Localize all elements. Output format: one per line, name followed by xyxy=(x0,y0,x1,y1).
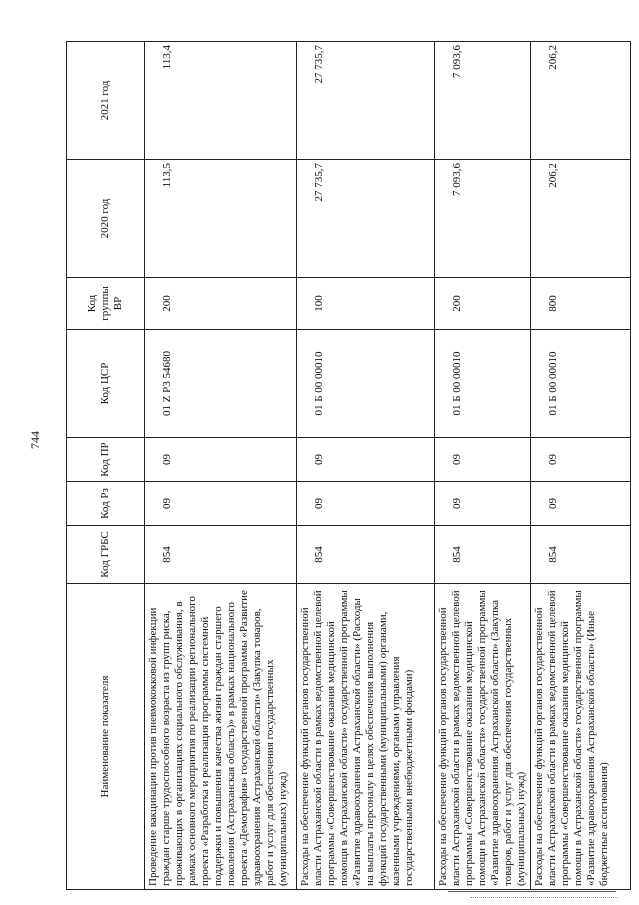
row-2020: 7 093,6 xyxy=(435,160,531,278)
row-vr: 800 xyxy=(531,278,631,330)
row-2020: 113,5 xyxy=(145,160,297,278)
budget-table xyxy=(66,41,631,890)
row-grbs: 854 xyxy=(145,526,297,584)
header-2020: 2020 год xyxy=(67,160,145,278)
row-pr: 09 xyxy=(145,438,297,482)
row-csr: 01 Б 00 00010 xyxy=(297,330,435,438)
row-rz: 09 xyxy=(145,482,297,526)
row-grbs: 854 xyxy=(531,526,631,584)
row-2020: 27 735,7 xyxy=(297,160,435,278)
row-rz: 09 xyxy=(297,482,435,526)
row-name: Расходы на обеспечение функций органов государственной власти Астраханской области в рамках ведомственной целевой программы «Совершенствование оказания медицинской помощи в Астраханской области» государственной программы «Развитие здравоохранения Астраханской области» (Расходы на выплаты персоналу в целях обеспечения выполнения функций государственными (муниципальными) органами, казенными учреждениями, органами управления государственными внебюджетными фондами) xyxy=(297,584,435,890)
table-row xyxy=(297,42,435,890)
footer-dotted-rule xyxy=(470,897,618,898)
row-2020: 206,2 xyxy=(531,160,631,278)
header-row xyxy=(67,42,145,890)
row-csr: 01 Б 00 00010 xyxy=(435,330,531,438)
table-row xyxy=(531,42,631,890)
row-rz: 09 xyxy=(531,482,631,526)
row-csr: 01 Z P3 54680 xyxy=(145,330,297,438)
row-pr: 09 xyxy=(297,438,435,482)
row-vr: 200 xyxy=(435,278,531,330)
row-pr: 09 xyxy=(435,438,531,482)
table-row xyxy=(145,42,297,890)
row-name: Расходы на обеспечение функций органов государственной власти Астраханской области в рамках ведомственной целевой программы «Совершенствование оказания медицинской помощи в Астраханской области» государственной программы «Развитие здравоохранения Астраханской области» (Иные бюджетные ассигнования) xyxy=(531,584,631,890)
row-vr: 200 xyxy=(145,278,297,330)
table-row xyxy=(435,42,531,890)
row-name: Расходы на обеспечение функций органов государственной власти Астраханской области в рамках ведомственной целевой программы «Совершенствование оказания медицинской помощи в Астраханской области» государственной программы «Развитие здравоохранения Астраханской области» (Закупка товаров, работ и услуг для обеспечения государственных (муниципальных) нужд) xyxy=(435,584,531,890)
header-grbs: Код ГРБС xyxy=(67,526,145,584)
header-2021: 2021 год xyxy=(67,42,145,160)
header-vr: Код группы ВР xyxy=(67,278,145,330)
header-pr: Код ПР xyxy=(67,438,145,482)
row-2021: 27 735,7 xyxy=(297,42,435,160)
row-2021: 113,4 xyxy=(145,42,297,160)
row-pr: 09 xyxy=(531,438,631,482)
header-rz: Код Рз xyxy=(67,482,145,526)
footer-rule xyxy=(448,891,616,892)
table-container xyxy=(66,42,626,890)
row-name: Проведение вакцинации против пневмококковой инфекции граждан старше трудоспособного возраста из групп риска, проживающих в организациях социального обслуживания, в рамках основного мероприятия по реализации регионального проекта «Разработка и реализация программы системной поддержки и повышения качества жизни граждан старшего поколения (Астраханская область)» в рамках национального проекта «Демография» государственной программы «Развитие здравоохранения Астраханской области» (Закупка товаров, работ и услуг для обеспечения государственных (муниципальных) нужд) xyxy=(145,584,297,890)
header-csr: Код ЦСР xyxy=(67,330,145,438)
row-rz: 09 xyxy=(435,482,531,526)
page-number: 744 xyxy=(28,431,42,449)
row-grbs: 854 xyxy=(435,526,531,584)
row-csr: 01 Б 00 00010 xyxy=(531,330,631,438)
row-2021: 206,2 xyxy=(531,42,631,160)
row-vr: 100 xyxy=(297,278,435,330)
row-grbs: 854 xyxy=(297,526,435,584)
rotated-table-frame xyxy=(66,42,626,890)
header-name: Наименование показателя xyxy=(67,584,145,890)
row-2021: 7 093,6 xyxy=(435,42,531,160)
